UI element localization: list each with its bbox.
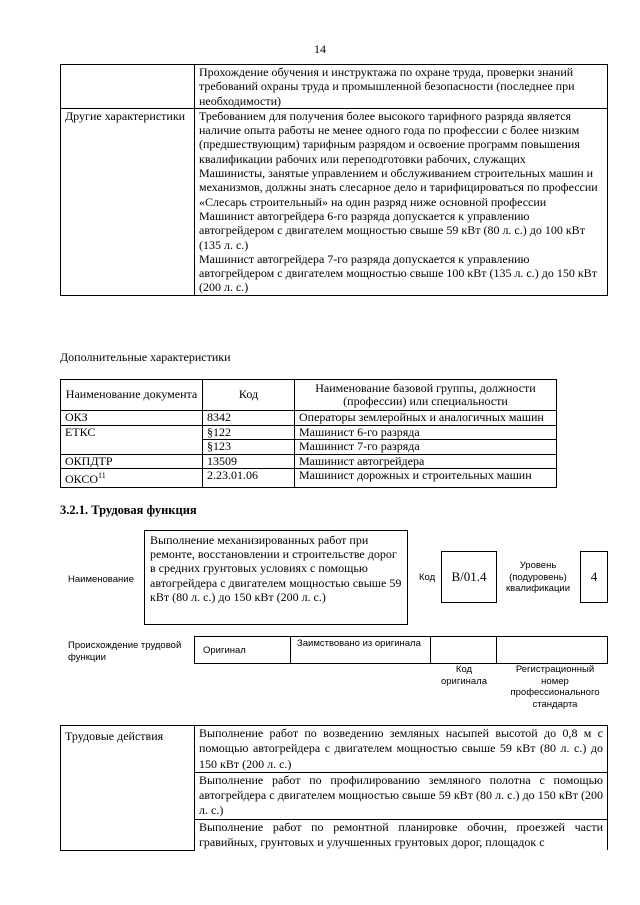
table-cell: Прохождение обучения и инструктажа по охране труда, проверки знаний требований охраны труда и промышленной безопасности (последнее при необходимости) xyxy=(195,65,608,109)
origin-reg-cell xyxy=(496,637,608,663)
origin-borrowed-cell: Заимствовано из оригинала xyxy=(290,637,430,663)
paragraph: Машинист автогрейдера 6-го разряда допускается к управлению автогрейдером с двигателем мощностью свыше 59 кВт (80 л. с.) до 100 кВт (135 л. с.) xyxy=(199,208,585,252)
table-cell: ОКЗ xyxy=(61,411,203,426)
table-cell: Машинист 6-го разряда xyxy=(295,425,557,440)
other-characteristics-table xyxy=(60,64,608,296)
table-cell: 8342 xyxy=(203,411,295,426)
qualification-level-box: 4 xyxy=(580,551,608,603)
table-cell: ЕТКС xyxy=(61,425,203,454)
table-cell: Машинист 7-го разряда xyxy=(295,440,557,455)
origin-original-cell: Оригинал xyxy=(194,637,290,663)
section-title: 3.2.1. Трудовая функция xyxy=(60,503,197,517)
table-header-row xyxy=(61,380,557,411)
name-label: Наименование xyxy=(68,574,134,585)
additional-characteristics-table xyxy=(60,379,557,488)
table-cell: Машинист автогрейдера xyxy=(295,454,557,469)
column-header: Код xyxy=(203,380,295,411)
table-cell: ОКПДТР xyxy=(61,454,203,469)
table-row xyxy=(61,108,608,295)
origin-code-cell xyxy=(430,637,496,663)
table-cell: Машинист дорожных и строительных машин xyxy=(295,469,557,488)
table-cell: 13509 xyxy=(203,454,295,469)
row-label: Трудовые действия xyxy=(61,726,195,851)
level-label: Уровень (подуровень) квалификации xyxy=(505,560,571,594)
code-label: Код xyxy=(419,572,436,583)
function-name-box: Выполнение механизированных работ при ремонте, восстановлении и строительстве дорог в средних грунтовых условиях с помощью автогрейдера с двигателем мощностью свыше 59 кВт (80 л. с.) до 150 кВт (200 л. с.) xyxy=(144,530,408,625)
table-cell: §122 xyxy=(203,425,295,440)
table-row xyxy=(61,454,557,469)
origin-row xyxy=(194,636,608,664)
table-row xyxy=(61,411,557,426)
table-cell: Выполнение работ по профилированию земляного полотна с помощью автогрейдера с двигателем мощностью свыше 59 кВт (80 л. с.) до 150 кВт (200 л. с.) xyxy=(195,772,608,819)
row-label: Другие характеристики xyxy=(61,108,195,295)
paragraph: Машинисты, занятые управлением и обслуживанием строительных машин и механизмов, должны знать слесарное дело и тарифицироваться по профессии «Слесарь строительный» на один разряд ниже основной профессии xyxy=(199,166,598,209)
page-number: 14 xyxy=(314,42,326,56)
additional-characteristics-title: Дополнительные характеристики xyxy=(60,350,231,364)
code-original-label: Код оригинала xyxy=(440,664,487,687)
column-header: Наименование базовой группы, должности (профессии) или специальности xyxy=(295,380,557,411)
table-cell: §123 xyxy=(203,440,295,455)
table-cell: Выполнение работ по возведению земляных насыпей высотой до 0,8 м с помощью автогрейдера с двигателем мощностью свыше 59 кВт (80 л. с.) до 150 кВт (200 л. с.) xyxy=(195,726,608,773)
table-row xyxy=(61,726,608,773)
paragraph: Машинист автогрейдера 7-го разряда допускается к управлению автогрейдером с двигателем мощностью свыше 100 кВт (135 л. с.) до 150 кВт (200 л. с.) xyxy=(199,251,597,295)
table-cell xyxy=(195,108,608,295)
column-header: Наименование документа xyxy=(61,380,203,411)
table-cell: Операторы землеройных и аналогичных машин xyxy=(295,411,557,426)
origin-label: Происхождение трудовой функции xyxy=(68,640,182,663)
table-cell xyxy=(61,469,203,488)
table-cell xyxy=(61,65,195,109)
table-row xyxy=(61,469,557,488)
function-code-box: B/01.4 xyxy=(441,551,497,603)
doc-name: ОКСО xyxy=(65,472,99,486)
table-cell: Выполнение работ по ремонтной планировке обочин, проезжей части гравийных, грунтовых и улучшенных грунтовых дорог, площадок с xyxy=(195,819,608,850)
table-cell: 2.23.01.06 xyxy=(203,469,295,488)
registration-number-label: Регистрационный номер профессионального стандарта xyxy=(510,664,600,710)
table-row xyxy=(61,425,557,440)
paragraph: Требованием для получения более высокого тарифного разряда является наличие опыта работы не менее одного года по профессии с более низким (предшествующим) тарифным разрядом и освоение программ повышения квалификации рабочих или переподготовки рабочих, служащих xyxy=(199,108,580,166)
labor-actions-table xyxy=(60,725,608,851)
footnote-mark: 11 xyxy=(98,471,106,480)
table-row xyxy=(61,65,608,109)
